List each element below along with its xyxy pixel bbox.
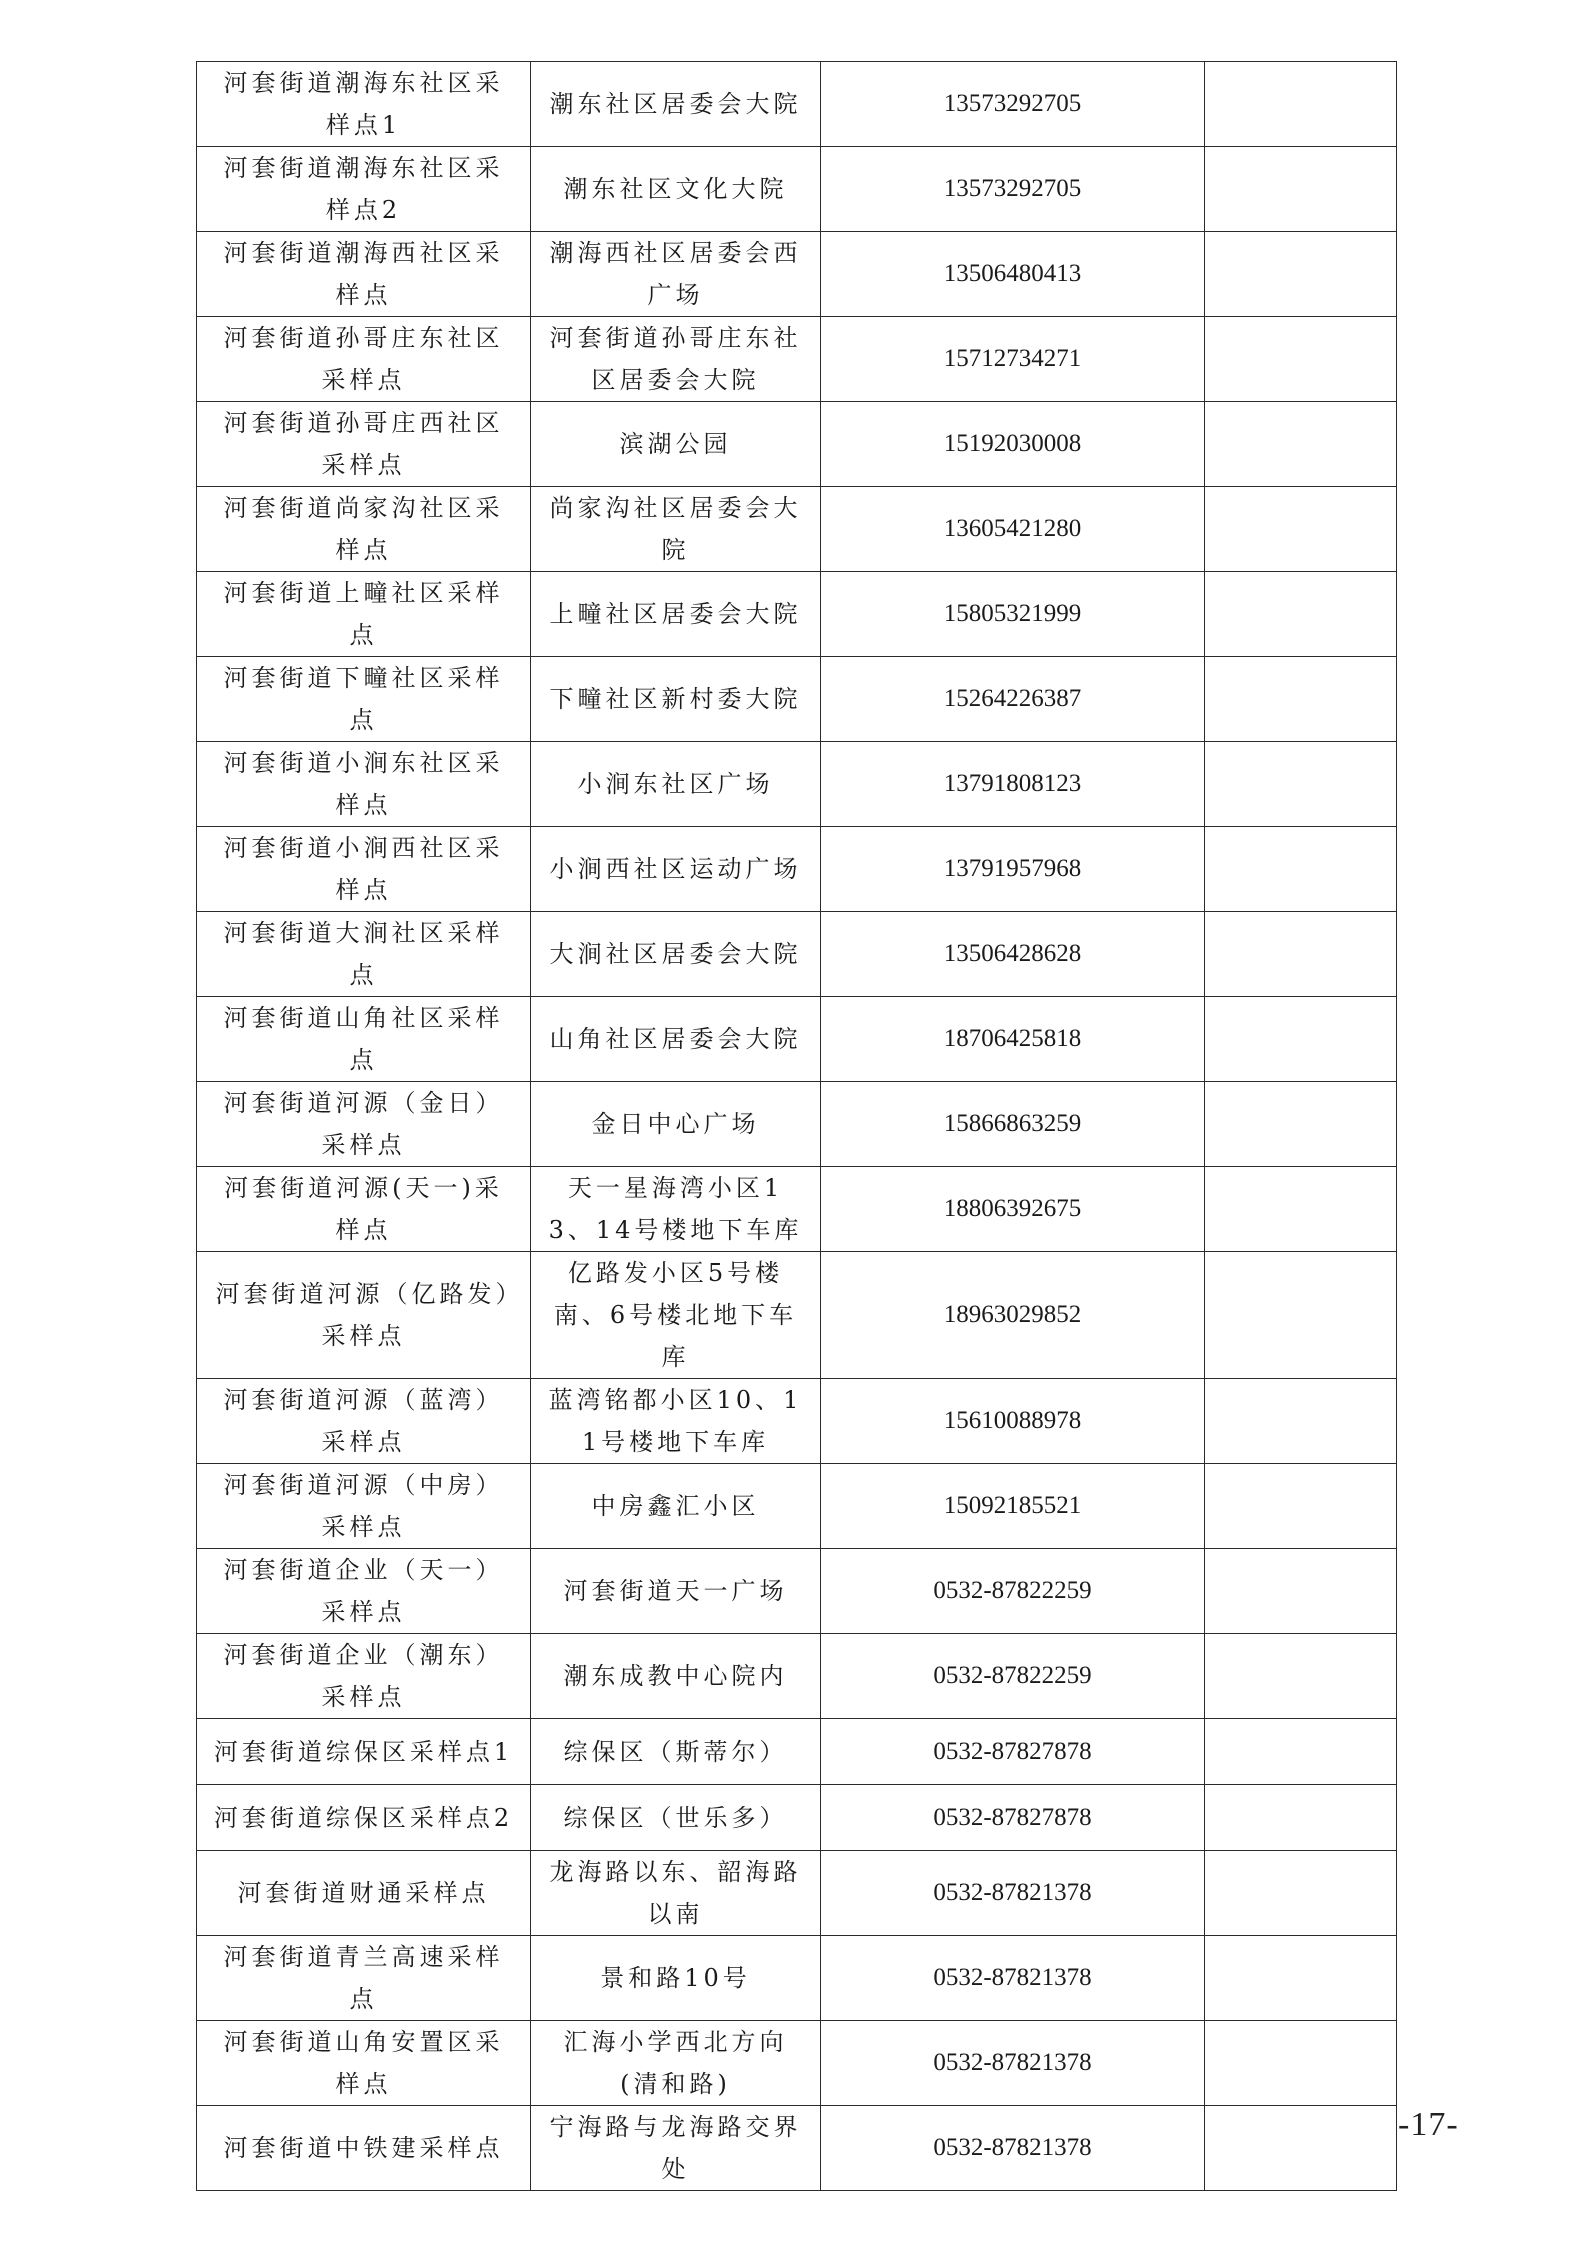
note-cell (1205, 1851, 1397, 1936)
phone-cell: 18706425818 (821, 997, 1205, 1082)
table-row (197, 997, 1397, 1082)
table-row (197, 742, 1397, 827)
site-name-cell: 河套街道孙哥庄东社区采样点 (197, 317, 531, 402)
site-name-cell: 河套街道河源（亿路发）采样点 (197, 1252, 531, 1379)
location-cell: 宁海路与龙海路交界处 (531, 2106, 821, 2191)
note-cell (1205, 657, 1397, 742)
site-name-cell: 河套街道企业（潮东）采样点 (197, 1634, 531, 1719)
phone-cell: 13791957968 (821, 827, 1205, 912)
table-row (197, 1936, 1397, 2021)
phone-cell: 0532-87821378 (821, 1851, 1205, 1936)
location-cell: 天一星海湾小区13、14号楼地下车库 (531, 1167, 821, 1252)
location-cell: 潮东成教中心院内 (531, 1634, 821, 1719)
table-row (197, 232, 1397, 317)
note-cell (1205, 1719, 1397, 1785)
note-cell (1205, 487, 1397, 572)
site-name-cell: 河套街道小涧东社区采样点 (197, 742, 531, 827)
location-cell: 蓝湾铭都小区10、11号楼地下车库 (531, 1379, 821, 1464)
table-row (197, 1252, 1397, 1379)
table-row (197, 1785, 1397, 1851)
table-row (197, 147, 1397, 232)
note-cell (1205, 1082, 1397, 1167)
table-row (197, 1167, 1397, 1252)
note-cell (1205, 1464, 1397, 1549)
site-name-cell: 河套街道河源（蓝湾）采样点 (197, 1379, 531, 1464)
note-cell (1205, 827, 1397, 912)
location-cell: 潮海西社区居委会西广场 (531, 232, 821, 317)
location-cell: 金日中心广场 (531, 1082, 821, 1167)
page-number: -17- (1398, 2106, 1459, 2143)
location-cell: 上疃社区居委会大院 (531, 572, 821, 657)
phone-cell: 13506480413 (821, 232, 1205, 317)
note-cell (1205, 1936, 1397, 2021)
note-cell (1205, 1549, 1397, 1634)
location-cell: 综保区（世乐多） (531, 1785, 821, 1851)
table-row (197, 657, 1397, 742)
phone-cell: 18963029852 (821, 1252, 1205, 1379)
phone-cell: 15192030008 (821, 402, 1205, 487)
phone-cell: 0532-87822259 (821, 1634, 1205, 1719)
phone-cell: 15264226387 (821, 657, 1205, 742)
site-name-cell: 河套街道山角社区采样点 (197, 997, 531, 1082)
table-row (197, 1549, 1397, 1634)
table-row (197, 1851, 1397, 1936)
site-name-cell: 河套街道潮海东社区采样点2 (197, 147, 531, 232)
location-cell: 景和路10号 (531, 1936, 821, 2021)
site-name-cell: 河套街道河源(天一)采样点 (197, 1167, 531, 1252)
phone-cell: 13573292705 (821, 62, 1205, 147)
note-cell (1205, 1379, 1397, 1464)
location-cell: 龙海路以东、韶海路以南 (531, 1851, 821, 1936)
site-name-cell: 河套街道中铁建采样点 (197, 2106, 531, 2191)
site-name-cell: 河套街道河源（金日）采样点 (197, 1082, 531, 1167)
site-name-cell: 河套街道山角安置区采样点 (197, 2021, 531, 2106)
phone-cell: 15805321999 (821, 572, 1205, 657)
table-row (197, 317, 1397, 402)
note-cell (1205, 997, 1397, 1082)
site-name-cell: 河套街道孙哥庄西社区采样点 (197, 402, 531, 487)
note-cell (1205, 1167, 1397, 1252)
table-row (197, 572, 1397, 657)
location-cell: 大涧社区居委会大院 (531, 912, 821, 997)
location-cell: 小涧西社区运动广场 (531, 827, 821, 912)
table-row (197, 487, 1397, 572)
table-row (197, 912, 1397, 997)
table-row (197, 2106, 1397, 2191)
note-cell (1205, 147, 1397, 232)
phone-cell: 13506428628 (821, 912, 1205, 997)
phone-cell: 0532-87827878 (821, 1719, 1205, 1785)
location-cell: 中房鑫汇小区 (531, 1464, 821, 1549)
site-name-cell: 河套街道综保区采样点1 (197, 1719, 531, 1785)
site-name-cell: 河套街道小涧西社区采样点 (197, 827, 531, 912)
location-cell: 潮东社区文化大院 (531, 147, 821, 232)
table-row (197, 402, 1397, 487)
table-row (197, 827, 1397, 912)
phone-cell: 13791808123 (821, 742, 1205, 827)
note-cell (1205, 1634, 1397, 1719)
note-cell (1205, 317, 1397, 402)
site-name-cell: 河套街道财通采样点 (197, 1851, 531, 1936)
table-row (197, 1379, 1397, 1464)
sampling-sites-table (196, 61, 1397, 2191)
note-cell (1205, 2021, 1397, 2106)
note-cell (1205, 572, 1397, 657)
table-row (197, 1082, 1397, 1167)
note-cell (1205, 1785, 1397, 1851)
phone-cell: 13605421280 (821, 487, 1205, 572)
location-cell: 尚家沟社区居委会大院 (531, 487, 821, 572)
site-name-cell: 河套街道企业（天一）采样点 (197, 1549, 531, 1634)
site-name-cell: 河套街道大涧社区采样点 (197, 912, 531, 997)
location-cell: 河套街道孙哥庄东社区居委会大院 (531, 317, 821, 402)
table-row (197, 1464, 1397, 1549)
location-cell: 综保区（斯蒂尔） (531, 1719, 821, 1785)
site-name-cell: 河套街道潮海东社区采样点1 (197, 62, 531, 147)
note-cell (1205, 1252, 1397, 1379)
site-name-cell: 河套街道上疃社区采样点 (197, 572, 531, 657)
phone-cell: 15092185521 (821, 1464, 1205, 1549)
phone-cell: 0532-87822259 (821, 1549, 1205, 1634)
table-row (197, 2021, 1397, 2106)
note-cell (1205, 742, 1397, 827)
location-cell: 滨湖公园 (531, 402, 821, 487)
location-cell: 汇海小学西北方向(清和路) (531, 2021, 821, 2106)
note-cell (1205, 62, 1397, 147)
location-cell: 潮东社区居委会大院 (531, 62, 821, 147)
phone-cell: 0532-87821378 (821, 2021, 1205, 2106)
table-row (197, 1634, 1397, 1719)
table-row (197, 1719, 1397, 1785)
location-cell: 山角社区居委会大院 (531, 997, 821, 1082)
site-name-cell: 河套街道下疃社区采样点 (197, 657, 531, 742)
location-cell: 小涧东社区广场 (531, 742, 821, 827)
note-cell (1205, 912, 1397, 997)
note-cell (1205, 232, 1397, 317)
table-row (197, 62, 1397, 147)
phone-cell: 15866863259 (821, 1082, 1205, 1167)
note-cell (1205, 402, 1397, 487)
site-name-cell: 河套街道青兰高速采样点 (197, 1936, 531, 2021)
location-cell: 亿路发小区5号楼南、6号楼北地下车库 (531, 1252, 821, 1379)
phone-cell: 0532-87821378 (821, 2106, 1205, 2191)
note-cell (1205, 2106, 1397, 2191)
location-cell: 河套街道天一广场 (531, 1549, 821, 1634)
phone-cell: 15712734271 (821, 317, 1205, 402)
phone-cell: 13573292705 (821, 147, 1205, 232)
phone-cell: 0532-87827878 (821, 1785, 1205, 1851)
site-name-cell: 河套街道河源（中房）采样点 (197, 1464, 531, 1549)
phone-cell: 15610088978 (821, 1379, 1205, 1464)
phone-cell: 0532-87821378 (821, 1936, 1205, 2021)
site-name-cell: 河套街道综保区采样点2 (197, 1785, 531, 1851)
site-name-cell: 河套街道潮海西社区采样点 (197, 232, 531, 317)
site-name-cell: 河套街道尚家沟社区采样点 (197, 487, 531, 572)
phone-cell: 18806392675 (821, 1167, 1205, 1252)
location-cell: 下疃社区新村委大院 (531, 657, 821, 742)
